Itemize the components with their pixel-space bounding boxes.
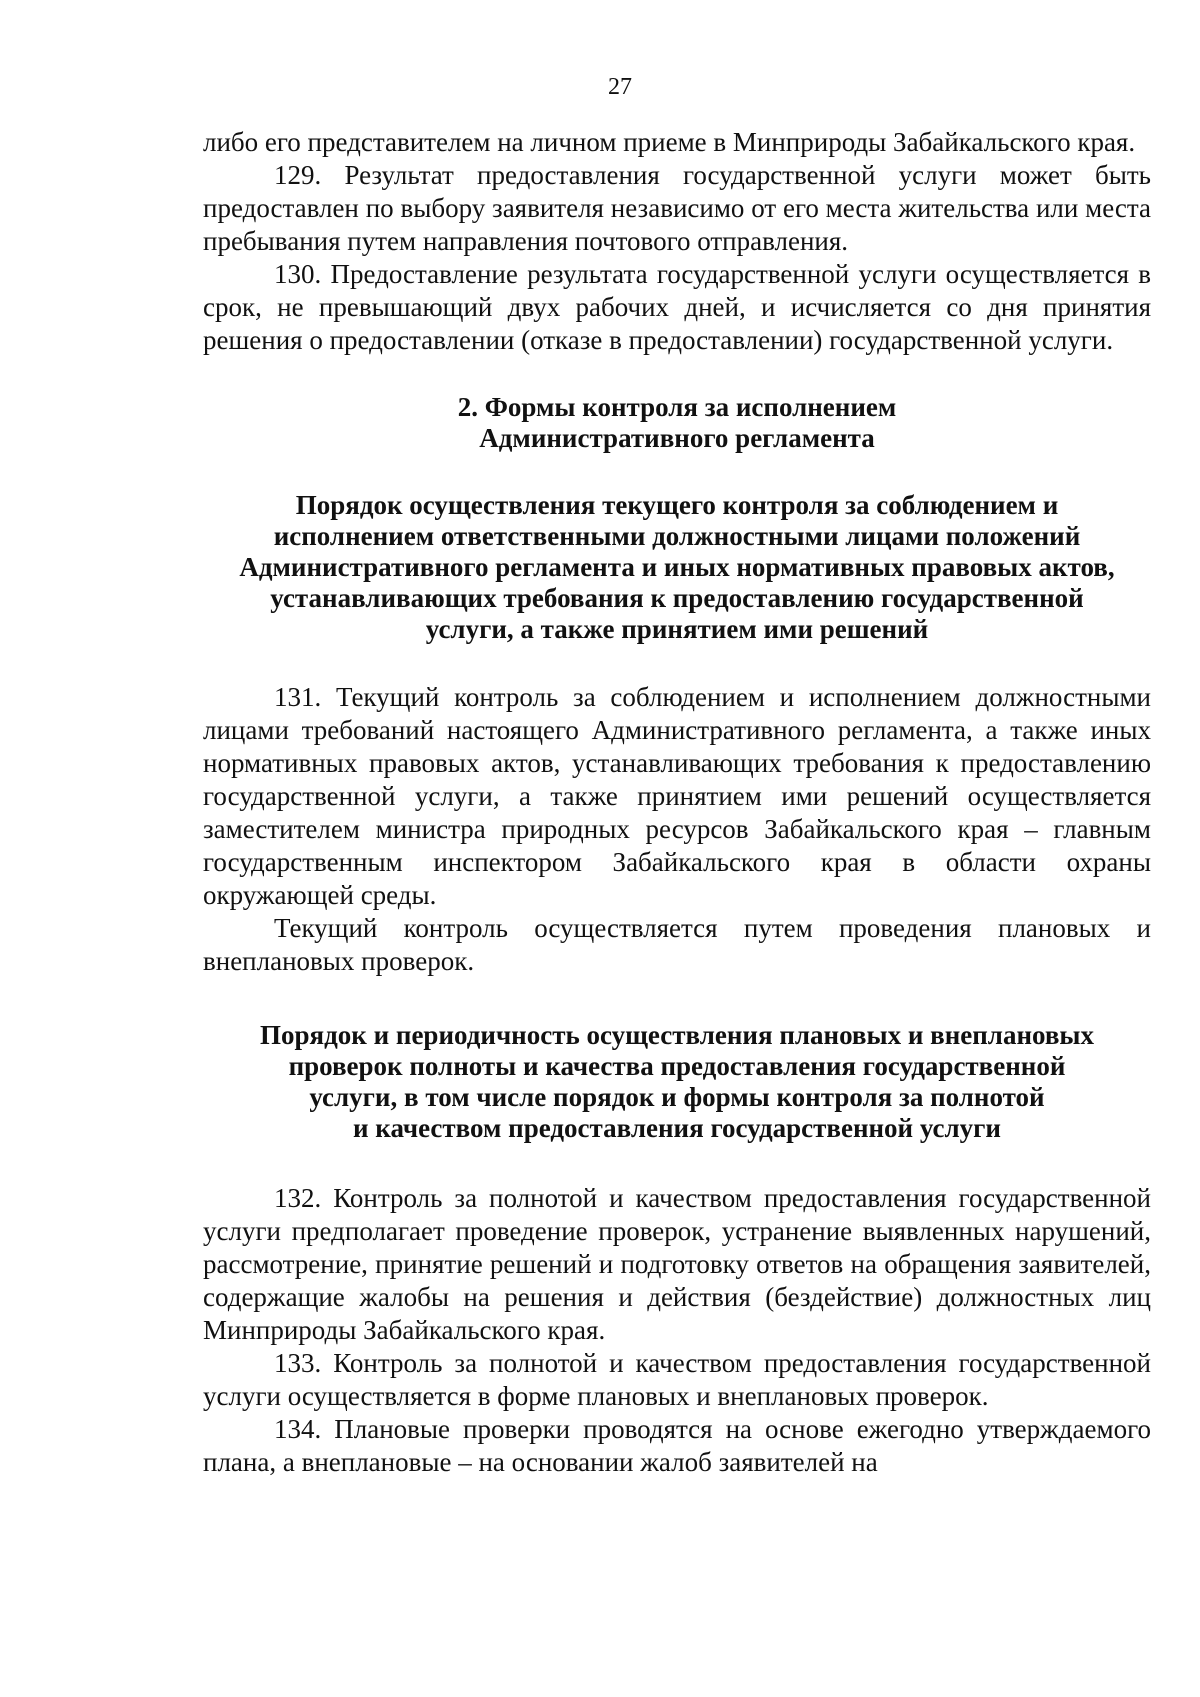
paragraph-133: 133. Контроль за полнотой и качеством предоставления государственной услуги осуществляется в форме плановых и внеплановых проверок. bbox=[203, 1348, 1151, 1411]
subheading-current-control bbox=[203, 490, 1151, 645]
paragraph-129: 129. Результат предоставления государственной услуги может быть предоставлен по выбору заявителя независимо от его места жительства или места пребывания путем направления почтового отправления. bbox=[203, 160, 1151, 256]
subheading-line: устанавливающих требования к предоставлению государственной bbox=[270, 583, 1084, 613]
paragraph-134: 134. Плановые проверки проводятся на основе ежегодно утверждаемого плана, а внеплановые – на основании жалоб заявителей на bbox=[203, 1414, 1151, 1477]
subheading-line: исполнением ответственными должностными лицами положений bbox=[273, 521, 1081, 551]
paragraph-continuation: либо его представителем на личном приеме в Минприроды Забайкальского края. bbox=[203, 127, 1136, 157]
section-heading-line: 2. Формы контроля за исполнением bbox=[457, 392, 897, 422]
paragraph-132: 132. Контроль за полнотой и качеством предоставления государственной услуги предполагает проведение проверок, устранение выявленных нарушений, рассмотрение, принятие решений и подготовку ответов на обращения заявителей, содержащие жалобы на решения и действия (бездействие) должностных лиц Минприроды Забайкальского края. bbox=[203, 1183, 1151, 1345]
subheading-line: Порядок и периодичность осуществления плановых и внеплановых bbox=[260, 1020, 1094, 1050]
paragraph-131: 131. Текущий контроль за соблюдением и исполнением должностными лицами требований настоящего Административного регламента, а также иных нормативных правовых актов, устанавливающих требования к предоставлению государственной услуги, а также принятием ими решений осуществляется заместителем министра природных ресурсов Забайкальского края – главным государственным инспектором Забайкальского края в области охраны окружающей среды. bbox=[203, 682, 1151, 910]
subheading-line: услуги, а также принятием ими решений bbox=[425, 614, 929, 644]
document-body bbox=[203, 126, 1151, 1479]
subheading-line: услуги, в том числе порядок и формы контроля за полнотой bbox=[309, 1082, 1045, 1112]
section-heading bbox=[203, 392, 1151, 454]
section-heading-line: Административного регламента bbox=[479, 423, 875, 453]
page-number: 27 bbox=[608, 74, 632, 100]
subheading-line: проверок полноты и качества предоставления государственной bbox=[288, 1051, 1066, 1081]
subheading-line: и качеством предоставления государственной услуги bbox=[353, 1113, 1001, 1143]
subheading-line: Порядок осуществления текущего контроля за соблюдением и bbox=[295, 490, 1059, 520]
subheading-line: Административного регламента и иных нормативных правовых актов, bbox=[239, 552, 1115, 582]
paragraph-130: 130. Предоставление результата государственной услуги осуществляется в срок, не превышающий двух рабочих дней, и исчисляется со дня принятия решения о предоставлении (отказе в предоставлении) государственной услуги. bbox=[203, 259, 1151, 355]
paragraph-current-control-method: Текущий контроль осуществляется путем проведения плановых и внеплановых проверок. bbox=[203, 913, 1151, 976]
subheading-inspections bbox=[203, 1020, 1151, 1144]
